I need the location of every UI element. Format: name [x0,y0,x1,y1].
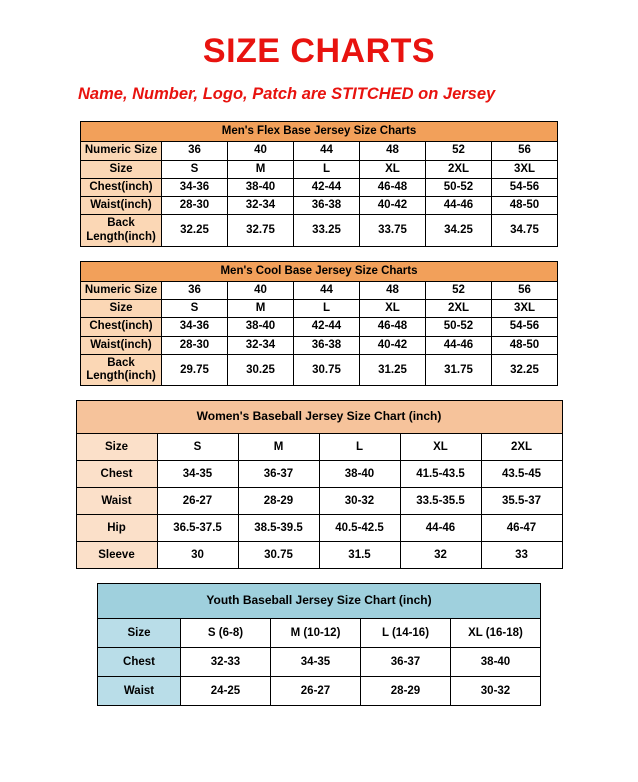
cell: 34.25 [426,215,492,246]
cell: 54-56 [492,178,558,196]
cell: 44 [294,282,360,300]
cell: L [319,434,400,461]
cell: 44-46 [426,197,492,215]
cell: XL [400,434,481,461]
cell: 30-32 [319,488,400,515]
table-row [81,318,558,336]
cell: 36-38 [294,197,360,215]
cell: 3XL [492,160,558,178]
cell: 30 [157,542,238,569]
table-caption-row [76,401,562,434]
cell: 32.25 [162,215,228,246]
cell: M [238,434,319,461]
cell: 38-40 [319,461,400,488]
table-row [76,461,562,488]
cell: 32.25 [492,354,558,385]
cell: 34.75 [492,215,558,246]
table-block-mens-flex-base [0,121,638,247]
cell: S [162,160,228,178]
cell: 36-37 [238,461,319,488]
cell: 36 [162,142,228,160]
cell: 33.25 [294,215,360,246]
row-label: Chest [98,648,181,677]
size-table-mens-flex-base [80,121,558,247]
cell: 48 [360,142,426,160]
cell: 56 [492,142,558,160]
cell: 38-40 [228,178,294,196]
cell: 30-32 [451,677,541,706]
size-table-mens-cool-base [80,261,558,387]
cell: 30.75 [294,354,360,385]
cell: 36-37 [361,648,451,677]
cell: 31.75 [426,354,492,385]
table-caption-row [98,584,541,619]
cell: 2XL [426,160,492,178]
table-row [76,434,562,461]
table-caption: Men's Cool Base Jersey Size Charts [81,261,558,281]
table-row [81,178,558,196]
cell: 36.5-37.5 [157,515,238,542]
row-label: Sleeve [76,542,157,569]
table-row [81,336,558,354]
cell: 3XL [492,300,558,318]
table-row [81,282,558,300]
cell: 34-36 [162,178,228,196]
cell: 38.5-39.5 [238,515,319,542]
size-table-youth-baseball [97,583,541,706]
cell: 40 [228,282,294,300]
cell: 34-36 [162,318,228,336]
table-row [81,354,558,385]
cell: 28-30 [162,197,228,215]
cell: S (6-8) [181,619,271,648]
cell: 44-46 [400,515,481,542]
cell: 33.5-35.5 [400,488,481,515]
cell: 40-42 [360,336,426,354]
size-table-womens-baseball [76,400,563,569]
table-row [81,300,558,318]
cell: 33 [481,542,562,569]
cell: 52 [426,142,492,160]
cell: L [294,160,360,178]
cell: 52 [426,282,492,300]
cell: 32.75 [228,215,294,246]
cell: M [228,300,294,318]
table-row [81,197,558,215]
table-caption: Men's Flex Base Jersey Size Charts [81,122,558,142]
table-row [76,515,562,542]
cell: 38-40 [228,318,294,336]
row-label: Size [76,434,157,461]
cell: 32-33 [181,648,271,677]
cell: 29.75 [162,354,228,385]
cell: 30.25 [228,354,294,385]
cell: 46-48 [360,178,426,196]
row-label: Waist(inch) [81,197,162,215]
cell: 24-25 [181,677,271,706]
cell: 48 [360,282,426,300]
row-label: Waist [98,677,181,706]
row-label: Size [81,300,162,318]
cell: 40 [228,142,294,160]
page-title: SIZE CHARTS [202,32,436,70]
cell: 44 [294,142,360,160]
cell: 50-52 [426,318,492,336]
cell: 42-44 [294,178,360,196]
cell: 40-42 [360,197,426,215]
row-label: Waist [76,488,157,515]
cell: L [294,300,360,318]
cell: 32 [400,542,481,569]
table-row [98,619,541,648]
cell: XL (16-18) [451,619,541,648]
cell: 31.5 [319,542,400,569]
cell: 34-35 [157,461,238,488]
cell: 28-29 [238,488,319,515]
table-row [81,160,558,178]
cell: 32-34 [228,197,294,215]
table-row [98,677,541,706]
row-label: Size [98,619,181,648]
cell: 34-35 [271,648,361,677]
cell: 26-27 [271,677,361,706]
cell: 40.5-42.5 [319,515,400,542]
table-caption: Youth Baseball Jersey Size Chart (inch) [98,584,541,619]
cell: 46-47 [481,515,562,542]
cell: 41.5-43.5 [400,461,481,488]
cell: 42-44 [294,318,360,336]
table-caption-row [81,122,558,142]
cell: S [162,300,228,318]
table-row [81,142,558,160]
row-label: Chest(inch) [81,318,162,336]
cell: 48-50 [492,197,558,215]
cell: 2XL [426,300,492,318]
cell: XL [360,300,426,318]
cell: 26-27 [157,488,238,515]
table-caption-row [81,261,558,281]
cell: 50-52 [426,178,492,196]
cell: 30.75 [238,542,319,569]
cell: 36 [162,282,228,300]
cell: 2XL [481,434,562,461]
row-label: Back Length(inch) [81,215,162,246]
cell: 46-48 [360,318,426,336]
cell: 38-40 [451,648,541,677]
cell: M [228,160,294,178]
cell: 36-38 [294,336,360,354]
cell: XL [360,160,426,178]
cell: S [157,434,238,461]
page-subtitle: Name, Number, Logo, Patch are STITCHED on Jersey [78,85,496,103]
row-label: Numeric Size [81,142,162,160]
cell: 56 [492,282,558,300]
table-row [98,648,541,677]
table-caption: Women's Baseball Jersey Size Chart (inch) [76,401,562,434]
row-label: Chest(inch) [81,178,162,196]
cell: 28-29 [361,677,451,706]
size-chart-page [0,32,638,782]
row-label: Waist(inch) [81,336,162,354]
table-block-mens-cool-base [0,261,638,387]
cell: 28-30 [162,336,228,354]
cell: 54-56 [492,318,558,336]
table-row [81,215,558,246]
cell: 35.5-37 [481,488,562,515]
table-row [76,488,562,515]
cell: M (10-12) [271,619,361,648]
cell: 44-46 [426,336,492,354]
table-block-youth-baseball [0,583,638,706]
cell: L (14-16) [361,619,451,648]
cell: 43.5-45 [481,461,562,488]
row-label: Size [81,160,162,178]
table-row [76,542,562,569]
cell: 33.75 [360,215,426,246]
row-label: Hip [76,515,157,542]
row-label: Back Length(inch) [81,354,162,385]
cell: 31.25 [360,354,426,385]
cell: 48-50 [492,336,558,354]
row-label: Chest [76,461,157,488]
table-block-womens-baseball [0,400,638,569]
row-label: Numeric Size [81,282,162,300]
cell: 32-34 [228,336,294,354]
